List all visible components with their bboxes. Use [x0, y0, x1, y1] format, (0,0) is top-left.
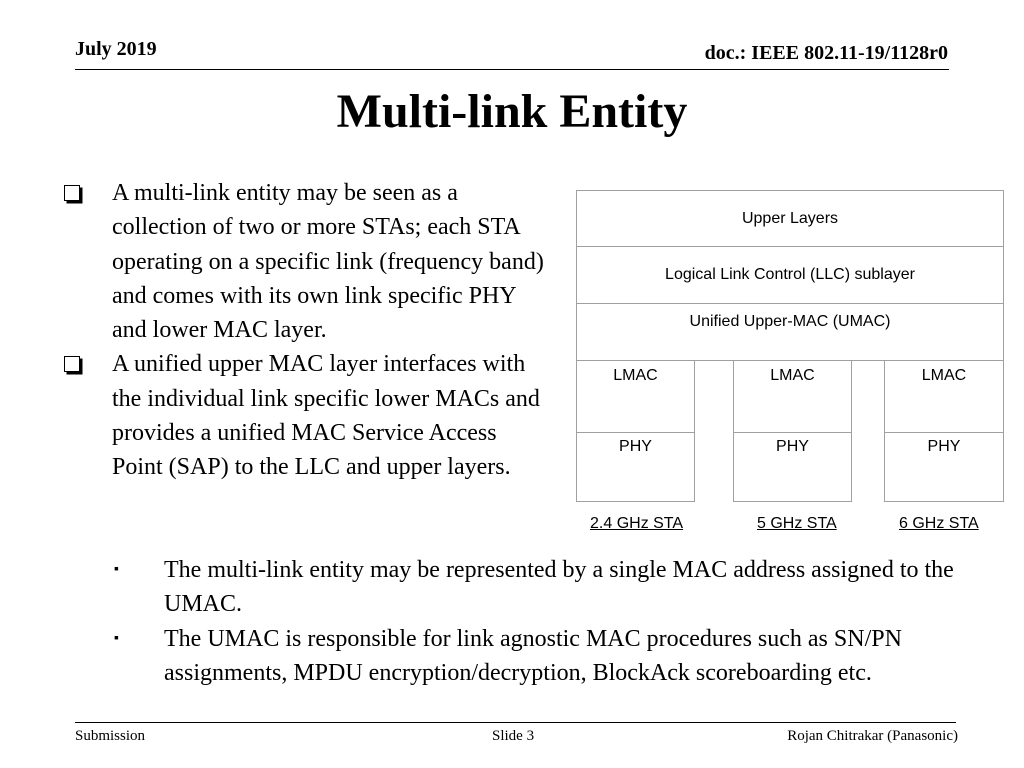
upper-layers-label: Upper Layers	[741, 210, 839, 227]
lmac-box	[884, 360, 1004, 433]
sub-bullet-text: The multi-link entity may be represented by a single MAC address assigned to the UMAC.	[164, 557, 954, 618]
lmac-label: LMAC	[613, 367, 658, 384]
umac-box	[576, 303, 1004, 361]
square-bullet-icon: ▪	[114, 630, 119, 646]
lmac-box	[733, 360, 852, 433]
lmac-label: LMAC	[921, 367, 967, 384]
phy-label: PHY	[927, 438, 961, 455]
sub-bullet-item	[110, 622, 970, 691]
phy-box	[733, 432, 852, 502]
checkbox-bullet-icon	[64, 356, 80, 372]
lmac-box	[576, 360, 695, 433]
header-doc-id: doc.: IEEE 802.11-19/1128r0	[704, 42, 948, 64]
sta-label-5ghz: 5 GHz STA	[757, 515, 837, 532]
sub-bullet-item	[110, 553, 970, 622]
square-bullet-icon: ▪	[114, 562, 119, 577]
header-divider	[75, 69, 949, 70]
bullet-list	[60, 176, 560, 485]
slide-title: Multi-link Entity	[336, 85, 688, 138]
phy-label: PHY	[776, 438, 809, 455]
bullet-item	[60, 347, 560, 484]
umac-label: Unified Upper-MAC (UMAC)	[689, 313, 891, 330]
sub-bullet-text: The UMAC is responsible for link agnostic MAC procedures such as SN/PN assignments, MPDU encryption/decryption, BlockAck scoreboarding etc.	[164, 625, 902, 686]
sub-bullet-list	[110, 553, 970, 690]
llc-box	[576, 246, 1004, 304]
footer-author: Rojan Chitrakar (Panasonic)	[787, 728, 958, 744]
sta-label-2-4ghz: 2.4 GHz STA	[590, 515, 684, 532]
sta-label-6ghz: 6 GHz STA	[899, 515, 979, 532]
header-date: July 2019	[75, 38, 157, 60]
bullet-text: A multi-link entity may be seen as a collection of two or more STAs; each STA operating on a specific link (frequency band) and comes with its own link specific PHY and lower MAC layer.	[112, 180, 544, 344]
mac-architecture-diagram	[576, 190, 1004, 502]
checkbox-bullet-icon	[64, 185, 80, 201]
llc-label: Logical Link Control (LLC) sublayer	[665, 266, 915, 283]
phy-box	[576, 432, 695, 502]
bullet-text: A unified upper MAC layer interfaces with the individual link specific lower MACs and provides a unified MAC Service Access Point (SAP) to the LLC and upper layers.	[112, 351, 540, 481]
bullet-item	[60, 176, 560, 347]
footer-slide-number: Slide 3	[492, 728, 535, 744]
phy-label: PHY	[619, 438, 652, 455]
footer-divider	[75, 722, 956, 723]
footer-submission: Submission	[75, 728, 146, 744]
lmac-label: LMAC	[770, 367, 815, 384]
phy-box	[884, 432, 1004, 502]
upper-layers-box	[576, 190, 1004, 247]
